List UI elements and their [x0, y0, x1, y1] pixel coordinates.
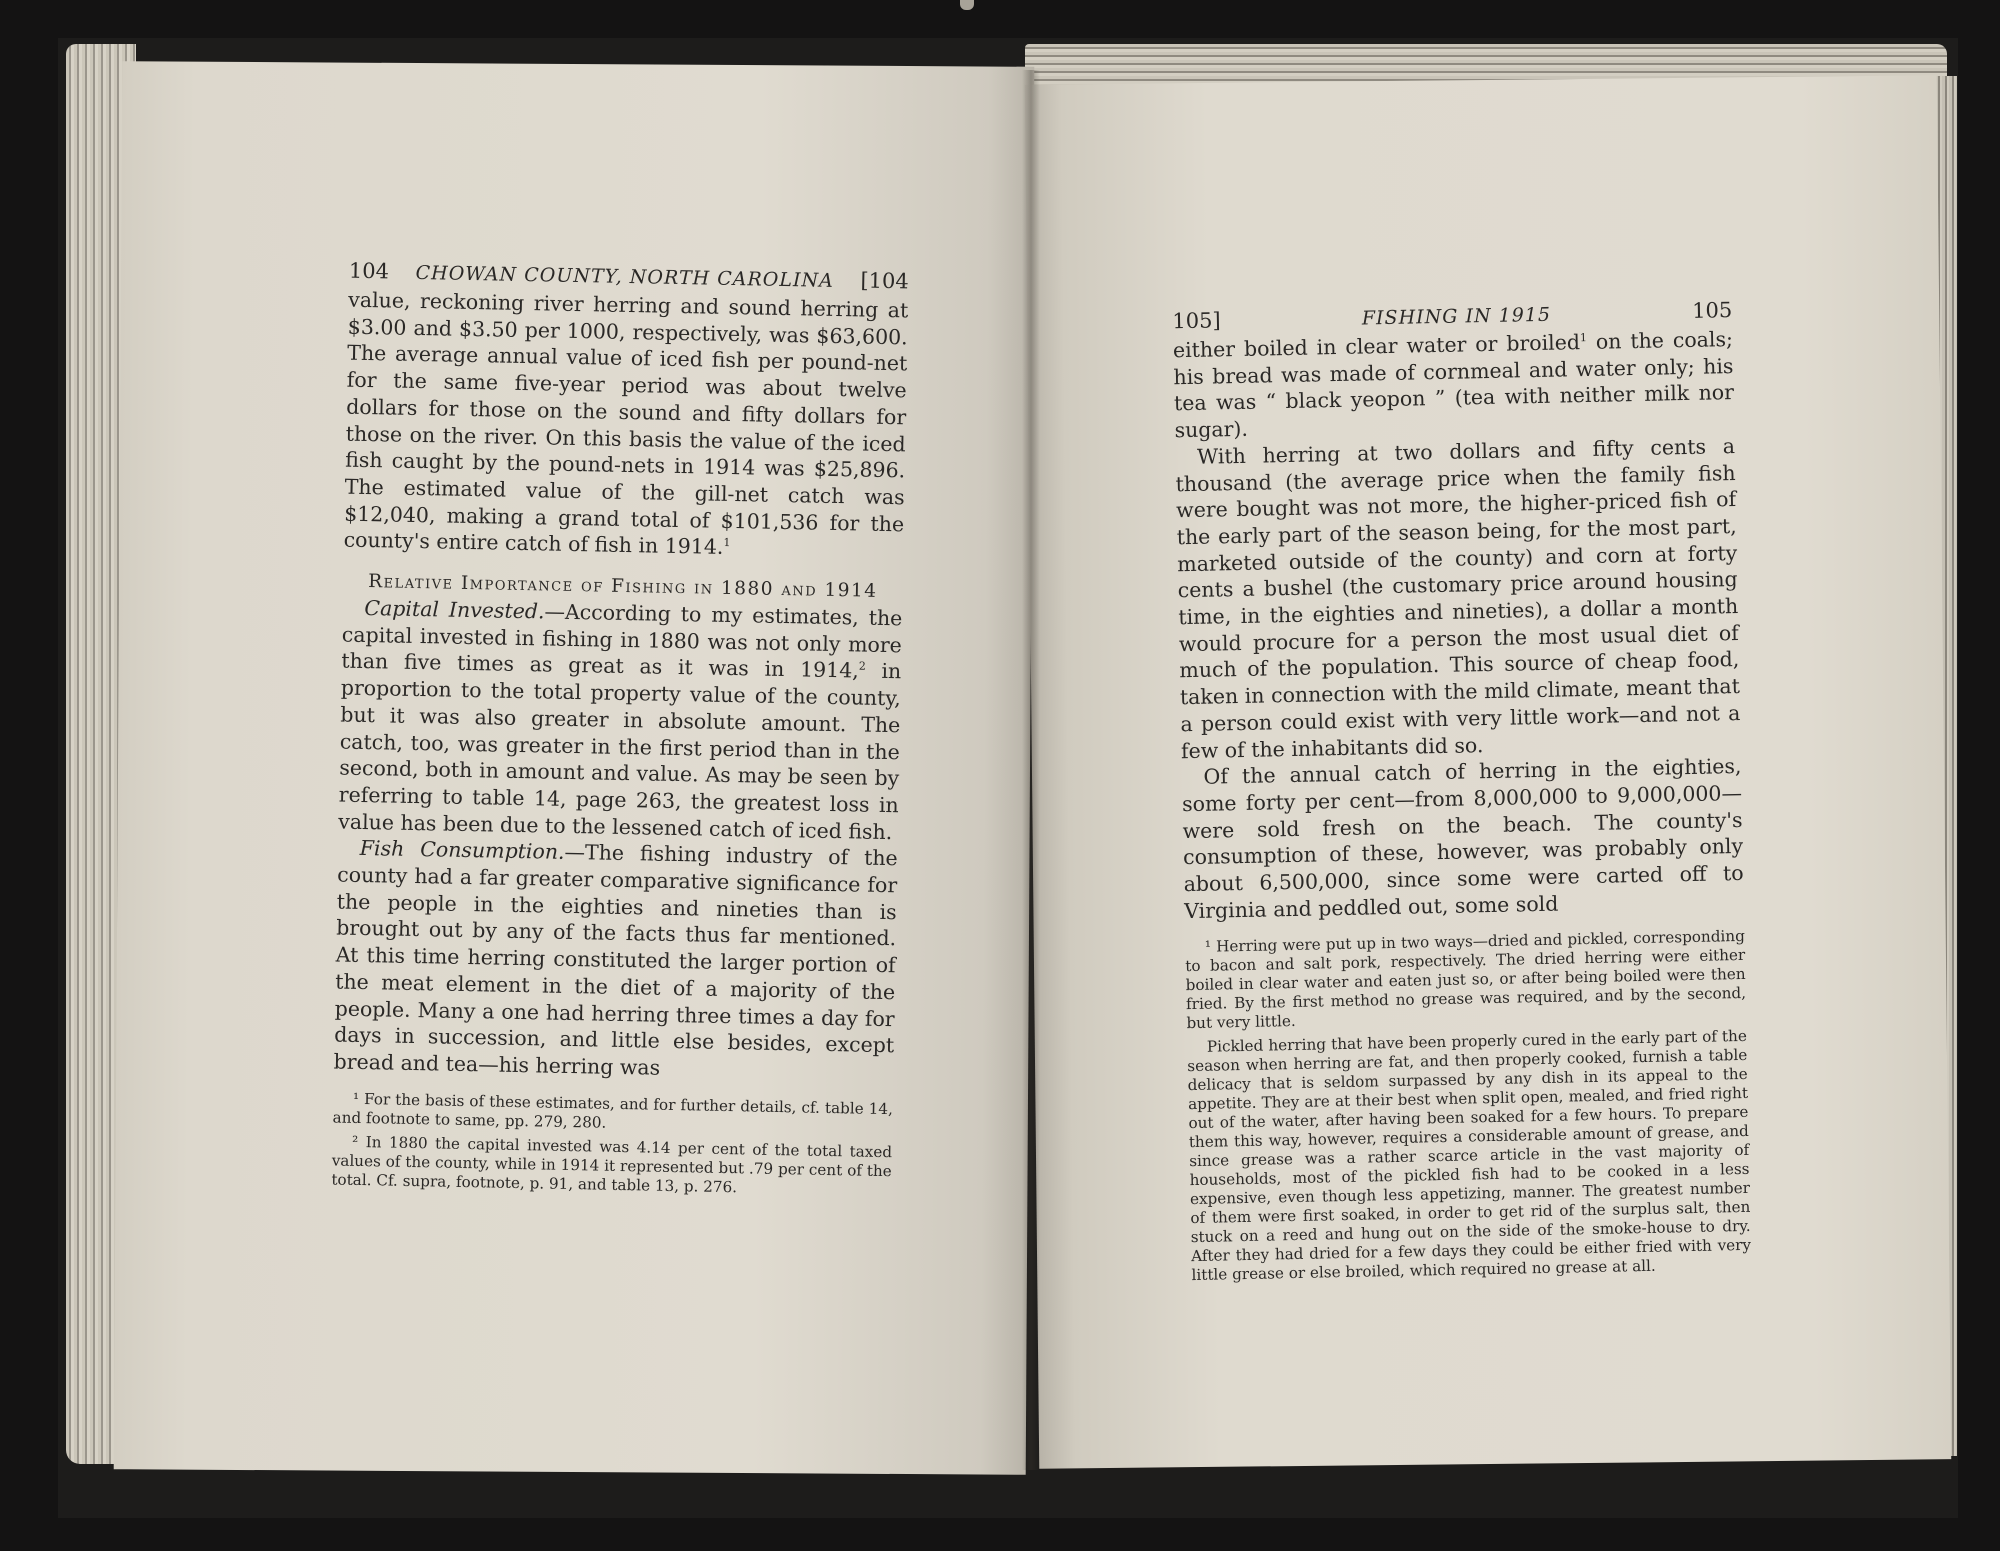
right-bracket-page-number: 105] [1172, 308, 1221, 334]
left-footnotes [331, 1089, 893, 1200]
footnote-ref-1: 1 [723, 536, 731, 550]
right-paragraph-1: either boiled in clear water or broiled$^1$ on the coals; his bread was made of cornmeal and water only; his tea was “ black yeopon ” (tea with neither milk nor sugar). [1172, 327, 1735, 443]
right-body-text [1173, 326, 1745, 925]
section-heading: Relative Importance of Fishing in 1880 and 1914 [367, 571, 878, 602]
left-page [114, 61, 1035, 1475]
left-bracket-page-number: [104 [860, 268, 909, 294]
left-paragraph-2: Capital Invested.—According to my estimates, the capital invested in fishing in 1880 was not only more than five times as great as it was in 1914,$^2$ in proportion to the total property value of the county, but it was also greater in absolute amount. The catch, too, was greater in the first period than in the second, both in amount and value. As may be seen by referring to table 14, page 263, the greatest loss in value has been due to the lessened catch of iced fish. [338, 596, 903, 844]
right-footnote-1-continued: Pickled herring that have been properly cured in the early part of the season when herring are fat, and then properly cooked, furnish a table delicacy that is seldom surpassed by any dish in its appeal to the appetite. They are at their best when split open, mealed, and fried right out of the water, after having been soaked for a few hours. To prepare them this way, however, requires a considerable amount of grease, and since grease was a rather scarce article in the vast majority of households, most of the pickled fish had to be cooked in a less expensive, even though less appetizing, manner. The greatest number of them were first soaked, in order to get rid of the surplus salt, then stuck on a reed and hung out on the side of the smoke-house to dry. After they had dried for a few days they could be either fried with very little grease or else broiled, which required no grease at all. [1187, 1027, 1752, 1285]
binding-thread [960, 0, 974, 10]
right-running-title: FISHING IN 1915 [1361, 303, 1552, 330]
right-paragraph-3: Of the annual catch of herring in the eighties, some forty per cent—from 8,000,000 to 9,000,000—were sold fresh on the beach. The county's consumption of these, however, was probably only about 6,500,000, since some were carted off to Virginia and peddled out, some sold [1181, 754, 1744, 923]
right-page [1025, 75, 1951, 1468]
right-page-text [1172, 298, 1752, 1291]
right-paragraph-2: With herring at two dollars and fifty cents a thousand (the average price when the family fish were bought was not more, the higher-priced fish of the early part of the season being, for the most part, marketed outside of the county) and corn at forty cents a bushel (the customary price around housing time, in the eighties and nineties), a dollar a month would procure for a person the most usual diet of much of the population. This source of cheap food, taken in connection with the mild climate, meant that a person could exist with very little work—and not a few of the inhabitants did so. [1175, 433, 1741, 763]
left-footnote-2: ² In 1880 the capital invested was 4.14 per cent of the total taxed values of the county, while in 1914 it represented but .79 per cent of the total. Cf. supra, footnote, p. 91, and table 13, p. 276. [331, 1132, 893, 1196]
left-paragraph-1: value, reckoning river herring and sound herring at $3.00 and $3.50 per 1000, respectively, was $63,600. The average annual value of iced fish per pound-net for the same five-year period was about twelve dollars for those on the sound and fifty dollars for those on the river. On this basis the value of the iced fish caught by the pound-nets in 1914 was $25,896. The estimated value of the gill-net catch was $12,040, making a grand total of $101,536 for the county's entire catch of fish in 1914.$^1$ [343, 287, 909, 560]
left-body-text [333, 287, 908, 1086]
fish-consumption-lead: Fish Consumption. [359, 836, 565, 865]
footnote-ref-right-1: 1 [1579, 331, 1588, 345]
left-footnote-1: ¹ For the basis of these estimates, and for further details, cf. table 14, and footnote to same, pp. 279, 280. [332, 1089, 894, 1132]
right-page-number: 105 [1691, 298, 1733, 323]
left-running-title: CHOWAN COUNTY, NORTH CAROLINA [415, 261, 835, 292]
book-gutter-fold [1022, 70, 1040, 1470]
footnote-ref-2: 2 [858, 660, 866, 674]
right-footnotes [1185, 927, 1752, 1285]
left-paragraph-3: Fish Consumption.—The fishing industry of the county had a far greater comparative significance for the people in the eighties and nineties than is brought out by any of the facts thus far mentioned. At this time herring constituted the larger portion of the meat element in the diet of a majority of the people. Many a one had herring three times a day for days in succession, and little else besides, except bread and tea—his herring was [333, 836, 898, 1080]
capital-invested-lead: Capital Invested. [364, 596, 545, 624]
left-page-number: 104 [348, 258, 390, 284]
right-footnote-1: ¹ Herring were put up in two ways—dried and pickled, corresponding to bacon and salt pork, respectively. The dried herring were either boiled in clear water and eaten just so, or after being boiled were then fried. By the first method no grease was required, and by the second, but very little. [1185, 927, 1747, 1033]
left-page-text [331, 259, 909, 1205]
